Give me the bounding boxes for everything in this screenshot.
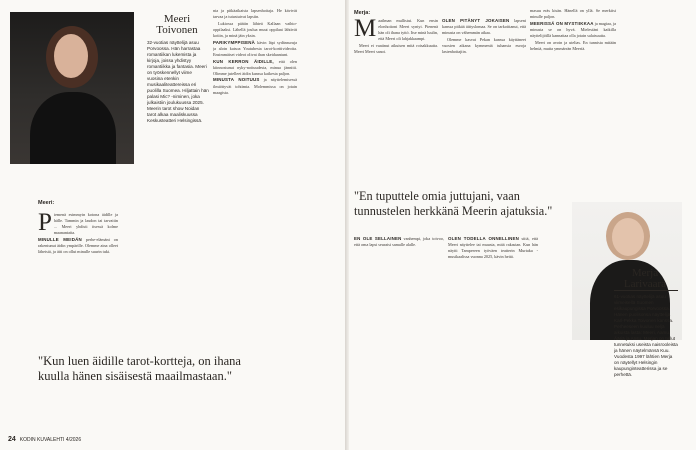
- magazine-issue: KODIN KUVALEHTI 4/2026: [19, 437, 82, 443]
- left-col-1: Piemenä esimmyin kotona äidille ja hälle. Tammin ja laudon tai tarvaitin ... Meeri yhdisti itsessä kolme maanantaita. MINULLE MEIDÄN perhe-elämäni on rakentunut äidin ympärille. Olemme aina olleet läheisiä, ja äiti on ollut minulle suurin tuki.: [38, 212, 118, 255]
- pull-quote-right: "En tuputtele omia juttujani, vaan tunnustelen herkkänä Meerin ajatuksia.": [354, 189, 553, 218]
- pull-quote-left: "Kun luen äidille tarot-kortteja, on ihana kuulla hänen sisäisestä maailmastaan.": [38, 354, 241, 383]
- drop-cap: P: [38, 212, 52, 236]
- face-shape: [612, 218, 644, 256]
- right-col-2-bottom: OLEN TODELLA ONNELLINEN siitä, että Meeri näyttelee tai muusta, mitä rakastan. Kun hän näytti Tampereen työväen teatterin Murtaka -musikaalissa vuonna 2025, kävin heitä.: [448, 236, 538, 260]
- left-col-2: nia ja pitkäaikaista lapsenhoitaja. He kävivät tarvaa ja tutustuivat lapsiin. Lukiossa päätin lähteä Kallaan vaihto-oppilaaksi. Lähellä joulua muut oppilaat lähtivät kotiin, ja minä jäin yksin. PARIKYMPPISENÄ kävin läpi sydänsuruja ja aloin katsoa Youtubesta tarot-korttivideoita. Ensimmäiset videot olivat ihan skeidaantunt. KUN KERRON ÄIDILLE, että olen kiinnostunut nyky-noituudesta, minua jännitti. Olimme jutelleet äidin kanssa kaikesta paljon. MINUSTA NOITUUS ja näyttelemisessä ilmiöttyvät tohtimia. Molemmissa on jotain maagista.: [213, 8, 297, 95]
- right-col-3-top: masuu eräs kisän. Hänellä on yllä. Se merkitsi minulle paljon. MEERISSÄ ON MYSTIIKKAA ja magiaa, ja minusta se on hyvä. Mielestäni kaikilla näyttelijöillä kannattaa olla jotain salaisuutta. Meeri on avoin ja utelias. En tunnista mitään helmiä, mutta ymmärrän Meeriä.: [530, 8, 616, 51]
- right-col-2-top: OLEN PITÄNYT JOKAISEN lapseni kanssa pitkää äittyslomaa. Se on tarkoittanut, että minusta on vähemmän aikaa. Olemme kasvat Pekan kanssa käyttäneet vuosien aikana kymmeniä tuhansia euroja lastenhoitajiin.: [442, 18, 526, 55]
- meeri-name: Meeri Toivonen: [156, 13, 198, 36]
- merja-caption: 61-vuotias näyttelijä asuu viimeisellä Suomen esikaupungissa Porvoossa. Hänen puolisonsa näyttelijä Karl-Pekka Toivonen kanssa. Perheeseen kuuluu neljä aikuista lasta: Meeri, Aamu, Ääriä ja Ansu. Merjan on tullut tunnetuksi useista naisrooleista ja hänen näytelmänsä Kuu. Vuodesta 1997 lähtien Merja on näytellyt Helsingin kaupunginteatterissa ja se perhettä.: [614, 294, 678, 377]
- caption-rule: [614, 290, 678, 291]
- dress-shape: [30, 92, 116, 164]
- meeri-portrait-photo: [10, 12, 134, 164]
- meeri-caption: 32-vuotias näyttelijä asuu Porvoossa. Hän harrastaa romantiikan lukemista ja kirjoja, joissa yhdistyy romantiikka ja fantasia. Meeri on työskennellyt viime vuosina etenkin musikaaliteattereissa eri puolilla Suomea. Hiljattain hän palasi Mic? -niminen, joka julkaistiin joulukuussa 2025. Meerin tarot show Noidan tarot alkaa maaliskuussa Keskusteatteri Helsingissä.: [147, 40, 209, 123]
- merja-name: Merja Larivaara: [623, 267, 667, 290]
- left-col-2-upper-hidden: [126, 12, 210, 342]
- section-label-merja: Merja:: [354, 10, 371, 16]
- right-col-1-bottom: EN OLE SELLAINEN vanhempi, joka toivoo, että oma lapsi seuraisi samalle alalle.: [354, 236, 444, 248]
- folio: [8, 436, 81, 443]
- drop-cap: M: [354, 18, 377, 42]
- face-shape: [54, 34, 88, 78]
- right-col-1-top: Maailman mullistui. Kun ensin elonhoitoni Meeri syntyi. Pienenä hän oli ihana tyttö. Itse minä luulin, että Meeri oli lahjakkaampi. Meeri ei vaatinut aikuisen mitä roisakkuutta. Meeri Meeri sanoi.: [354, 18, 438, 55]
- page-number: 24: [8, 436, 16, 443]
- section-label-meeri: Meeri:: [38, 200, 55, 206]
